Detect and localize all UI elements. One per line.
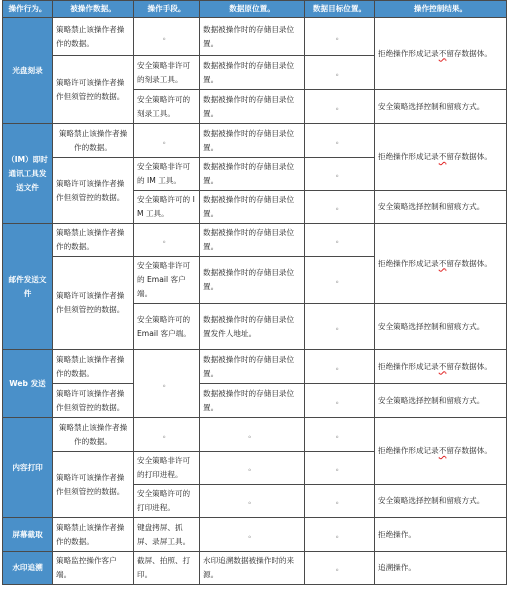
- header-target-location: 数据目标位置。: [305, 1, 375, 18]
- header-operated-data: 被操作数据。: [53, 1, 134, 18]
- result-cell: 拒绝操作形成记录不留存数据体。: [375, 350, 507, 384]
- target-cell: 。: [305, 418, 375, 452]
- table-row: [3, 552, 507, 585]
- category-cell: （IM）即时通讯工具发送文件: [3, 124, 53, 224]
- result-cell: 安全策略选择控制和留痕方式。: [375, 90, 507, 124]
- data-cell: 策略禁止该操作者操作的数据。: [53, 224, 134, 257]
- means-cell: 。: [134, 418, 200, 452]
- table-row: [3, 418, 507, 452]
- source-cell: 数据被操作时的存储目录位置。: [200, 191, 305, 224]
- means-cell: 安全策略许可的打印进程。: [134, 485, 200, 518]
- category-cell: 水印追溯: [3, 552, 53, 585]
- means-cell: 键盘拷屏、抓屏、录屏工具。: [134, 518, 200, 552]
- target-cell: 。: [305, 304, 375, 350]
- category-cell: 光盘刻录: [3, 18, 53, 124]
- source-cell: 数据被操作时的存储目录位置。: [200, 384, 305, 418]
- target-cell: 。: [305, 257, 375, 304]
- means-cell: 安全策略非许可的刻录工具。: [134, 56, 200, 90]
- page: [2, 0, 507, 585]
- data-cell: 策略监控操作客户端。: [53, 552, 134, 585]
- target-cell: 。: [305, 485, 375, 518]
- target-cell: 。: [305, 224, 375, 257]
- target-cell: 。: [305, 350, 375, 384]
- result-cell: 安全策略选择控制和留痕方式。: [375, 191, 507, 224]
- source-cell: 数据被操作时的存储目录位置。: [200, 224, 305, 257]
- source-cell: 数据被操作时的存储目录位置。: [200, 18, 305, 56]
- source-cell: 数据被操作时的存储目录位置。: [200, 56, 305, 90]
- means-cell: 截屏、拍照、打印。: [134, 552, 200, 585]
- category-cell: 邮件发送文件: [3, 224, 53, 350]
- result-cell: 追溯操作。: [375, 552, 507, 585]
- target-cell: 。: [305, 124, 375, 158]
- target-cell: 。: [305, 18, 375, 56]
- data-cell: 策略许可该操作者操作但须管控的数据。: [53, 158, 134, 224]
- target-cell: 。: [305, 56, 375, 90]
- data-cell: 策略禁止该操作者操作的数据。: [53, 124, 134, 158]
- result-cell: 安全策略选择控制和留痕方式。: [375, 304, 507, 350]
- means-cell: 。: [134, 224, 200, 257]
- source-cell: 数据被操作时的存储目录位置。: [200, 257, 305, 304]
- header-source-location: 数据原位置。: [200, 1, 305, 18]
- data-cell: 策略许可该操作者操作但须管控的数据。: [53, 56, 134, 124]
- category-cell: 屏幕截取: [3, 518, 53, 552]
- source-cell: 数据被操作时的存储目录位置。: [200, 90, 305, 124]
- table-row: [3, 224, 507, 257]
- means-cell: 安全策略非许可的 IM 工具。: [134, 158, 200, 191]
- means-cell: 安全策略非许可的打印进程。: [134, 452, 200, 485]
- result-cell: 安全策略选择控制和留痕方式。: [375, 485, 507, 518]
- target-cell: 。: [305, 384, 375, 418]
- result-cell: 安全策略选择控制和留痕方式。: [375, 384, 507, 418]
- data-cell: 策略许可该操作者操作但须管控的数据。: [53, 452, 134, 518]
- source-cell: 水印追溯数据被操作时的来源。: [200, 552, 305, 585]
- source-cell: 。: [200, 485, 305, 518]
- source-cell: 数据被操作时的存储目录位置。: [200, 158, 305, 191]
- source-cell: 数据被操作时的存储目录位置。: [200, 350, 305, 384]
- source-cell: 数据被操作时的存储目录位置发件人地址。: [200, 304, 305, 350]
- table-header-row: [3, 1, 507, 18]
- target-cell: 。: [305, 90, 375, 124]
- result-cell: 拒绝操作形成记录不留存数据体。: [375, 18, 507, 90]
- table-row: [3, 518, 507, 552]
- category-cell: 内容打印: [3, 418, 53, 518]
- result-cell: 拒绝操作形成记录不留存数据体。: [375, 418, 507, 485]
- header-control-result: 操作控制结果。: [375, 1, 507, 18]
- data-cell: 策略禁止该操作者操作的数据。: [53, 518, 134, 552]
- means-cell: 。: [134, 124, 200, 158]
- result-cell: 拒绝操作形成记录不留存数据体。: [375, 124, 507, 191]
- source-cell: 。: [200, 518, 305, 552]
- table-row: [3, 350, 507, 384]
- means-cell: 安全策略许可的 IM 工具。: [134, 191, 200, 224]
- source-cell: 。: [200, 418, 305, 452]
- header-operation-means: 操作手段。: [134, 1, 200, 18]
- table-row: [3, 124, 507, 158]
- target-cell: 。: [305, 518, 375, 552]
- data-cell: 策略许可该操作者操作但须管控的数据。: [53, 384, 134, 418]
- data-cell: 策略许可该操作者操作但须管控的数据。: [53, 257, 134, 350]
- means-cell: 安全策略非许可的 Email 客户端。: [134, 257, 200, 304]
- data-operation-control-table: [2, 0, 507, 585]
- header-operation-behavior: 操作行为。: [3, 1, 53, 18]
- means-cell: 安全策略许可的刻录工具。: [134, 90, 200, 124]
- source-cell: 。: [200, 452, 305, 485]
- means-cell: 。: [134, 350, 200, 418]
- table-row: [3, 384, 507, 418]
- means-cell: 安全策略许可的 Email 客户端。: [134, 304, 200, 350]
- data-cell: 策略禁止该操作者操作的数据。: [53, 350, 134, 384]
- target-cell: 。: [305, 158, 375, 191]
- target-cell: 。: [305, 452, 375, 485]
- data-cell: 策略禁止该操作者操作的数据。: [53, 18, 134, 56]
- means-cell: 。: [134, 18, 200, 56]
- result-cell: 拒绝操作形成记录不留存数据体。: [375, 224, 507, 304]
- target-cell: 。: [305, 191, 375, 224]
- source-cell: 数据被操作时的存储目录位置。: [200, 124, 305, 158]
- category-cell: Web 发送: [3, 350, 53, 418]
- result-cell: 拒绝操作。: [375, 518, 507, 552]
- table-row: [3, 18, 507, 56]
- data-cell: 策略禁止该操作者操作的数据。: [53, 418, 134, 452]
- target-cell: 。: [305, 552, 375, 585]
